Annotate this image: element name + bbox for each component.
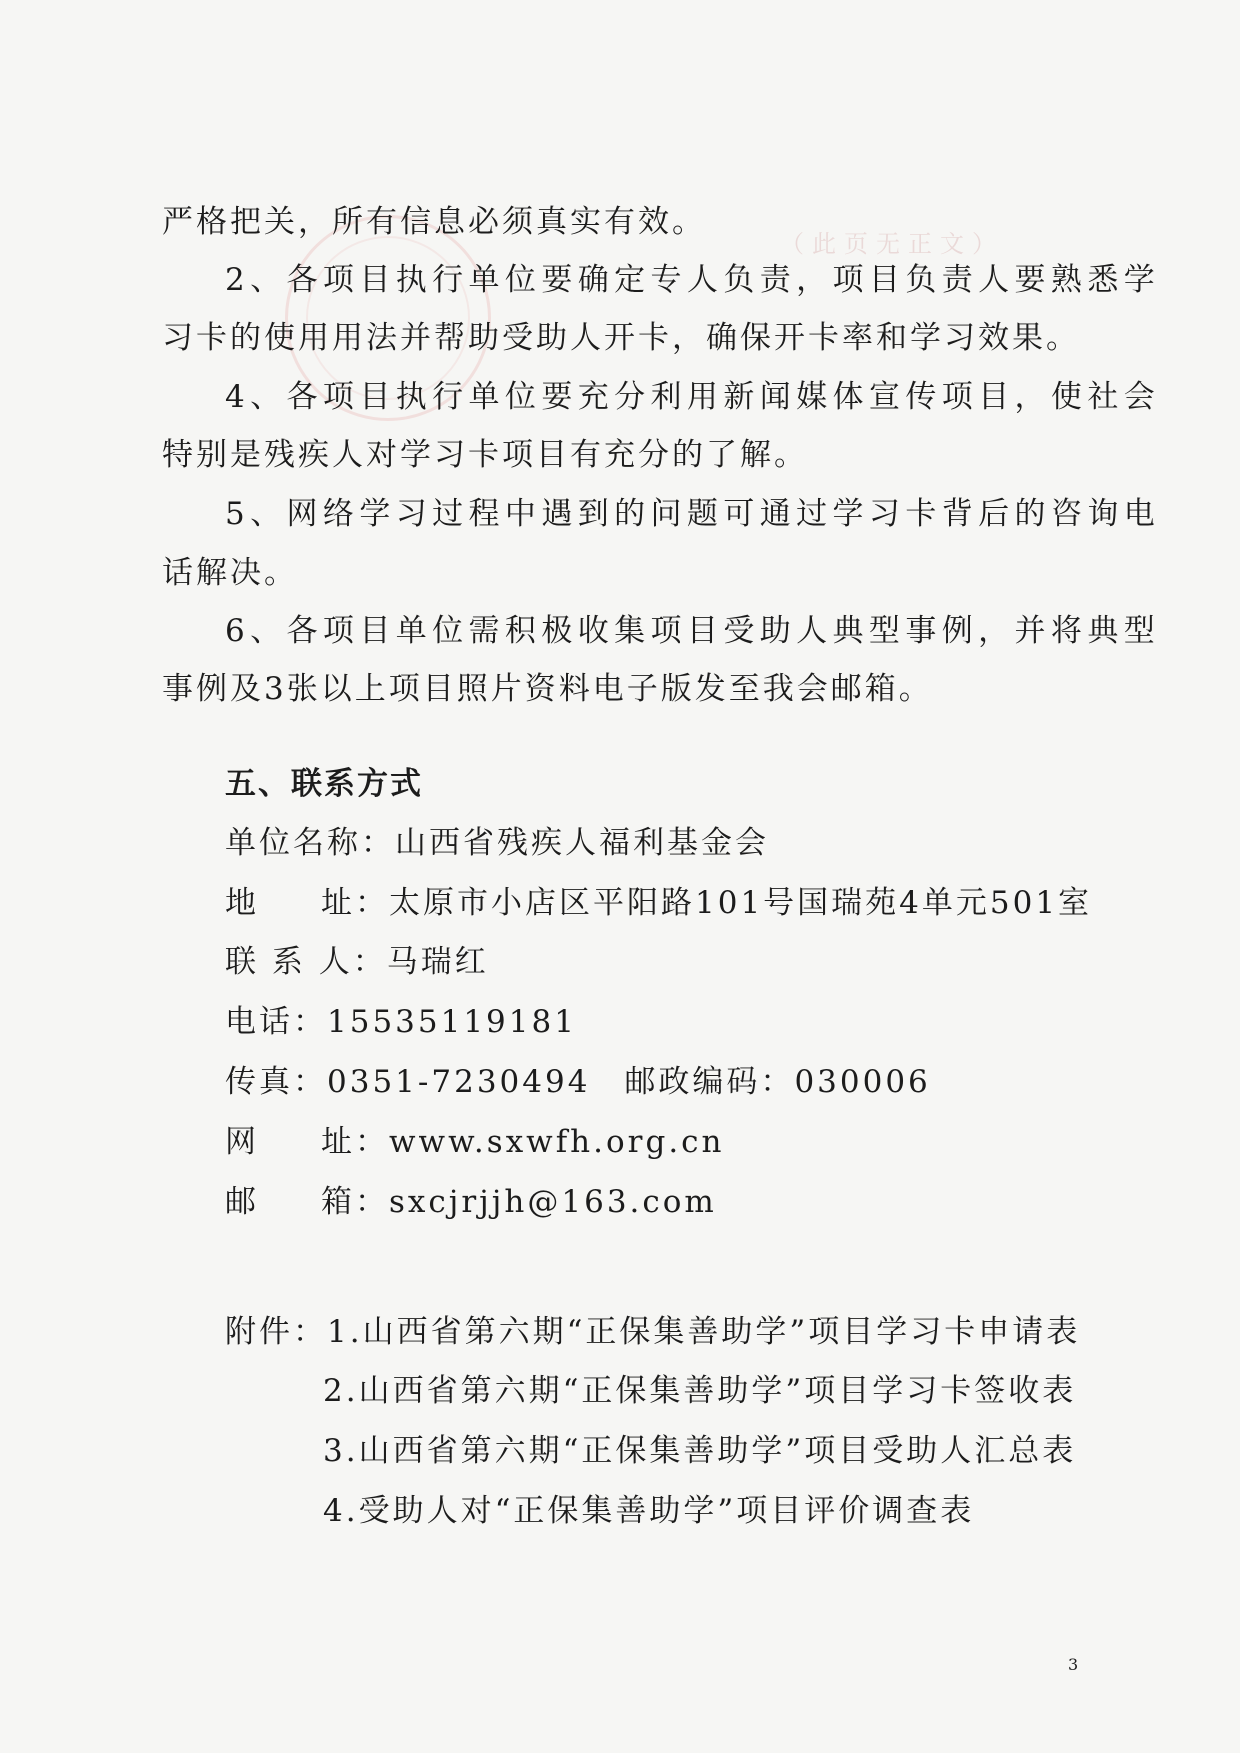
contact-person-row [225,942,489,982]
website-value: www.sxwfh.org.cn [389,1124,725,1160]
contact-fax-row [225,1062,931,1102]
contact-phone-row [225,1002,577,1042]
paragraph-line-1: 严格把关，所有信息必须真实有效。 [162,204,706,240]
contact-org-row [225,823,769,863]
phone-label: 电话： [225,1004,327,1040]
paragraph-line-7: 话解决。 [162,555,298,591]
person-label: 联 系 人： [225,944,387,980]
email-label-part1: 邮 [225,1184,259,1220]
page-number: 3 [1068,1655,1079,1674]
postcode-label: 邮政编码： [624,1064,795,1100]
email-value: sxcjrjjh@163.com [389,1184,717,1220]
phone-value: 15535119181 [327,1004,577,1040]
paragraph-line-4: 4、各项目执行单位要充分利用新闻媒体宣传项目，使社会 [225,379,1161,415]
paragraph-line-9: 事例及3张以上项目照片资料电子版发至我会邮箱。 [162,671,933,707]
address-label-part2: 址： [321,885,389,921]
paragraph-line-2: 2、各项目执行单位要确定专人负责，项目负责人要熟悉学 [225,262,1161,298]
section-heading: 五、联系方式 [225,766,423,802]
org-value: 山西省残疾人福利基金会 [395,825,769,861]
paragraph-line-6: 5、网络学习过程中遇到的问题可通过学习卡背后的咨询电 [225,496,1161,532]
paragraph-line-3: 习卡的使用用法并帮助受助人开卡，确保开卡率和学习效果。 [162,320,1080,356]
website-label-part1: 网 [225,1124,259,1160]
fax-value: 0351-7230494 [327,1064,591,1100]
address-value: 太原市小店区平阳路101号国瑞苑4单元501室 [389,885,1093,921]
org-label: 单位名称： [225,825,395,861]
contact-website-row [225,1122,725,1162]
watermark-text: （此页无正文） [780,230,1004,258]
person-value: 马瑞红 [386,944,489,980]
attachment-item: 3.山西省第六期“正保集善助学”项目受助人汇总表 [323,1433,1077,1469]
address-label-part1: 地 [225,885,259,921]
attachment-row-1 [225,1312,1080,1352]
attachment-item: 4.受助人对“正保集善助学”项目评价调查表 [323,1493,975,1529]
postcode-value: 030006 [794,1064,931,1100]
contact-email-row [225,1182,717,1222]
attachment-item: 2.山西省第六期“正保集善助学”项目学习卡签收表 [323,1373,1077,1409]
fax-label: 传真： [225,1064,327,1100]
email-label-part2: 箱： [321,1184,389,1220]
paragraph-line-5: 特别是残疾人对学习卡项目有充分的了解。 [162,437,808,473]
attachments-label: 附件： [225,1314,327,1350]
website-label-part2: 址： [321,1124,389,1160]
contact-address-row [225,883,1092,923]
attachment-item: 1.山西省第六期“正保集善助学”项目学习卡申请表 [327,1314,1081,1350]
paragraph-line-8: 6、各项目单位需积极收集项目受助人典型事例，并将典型 [225,613,1161,649]
